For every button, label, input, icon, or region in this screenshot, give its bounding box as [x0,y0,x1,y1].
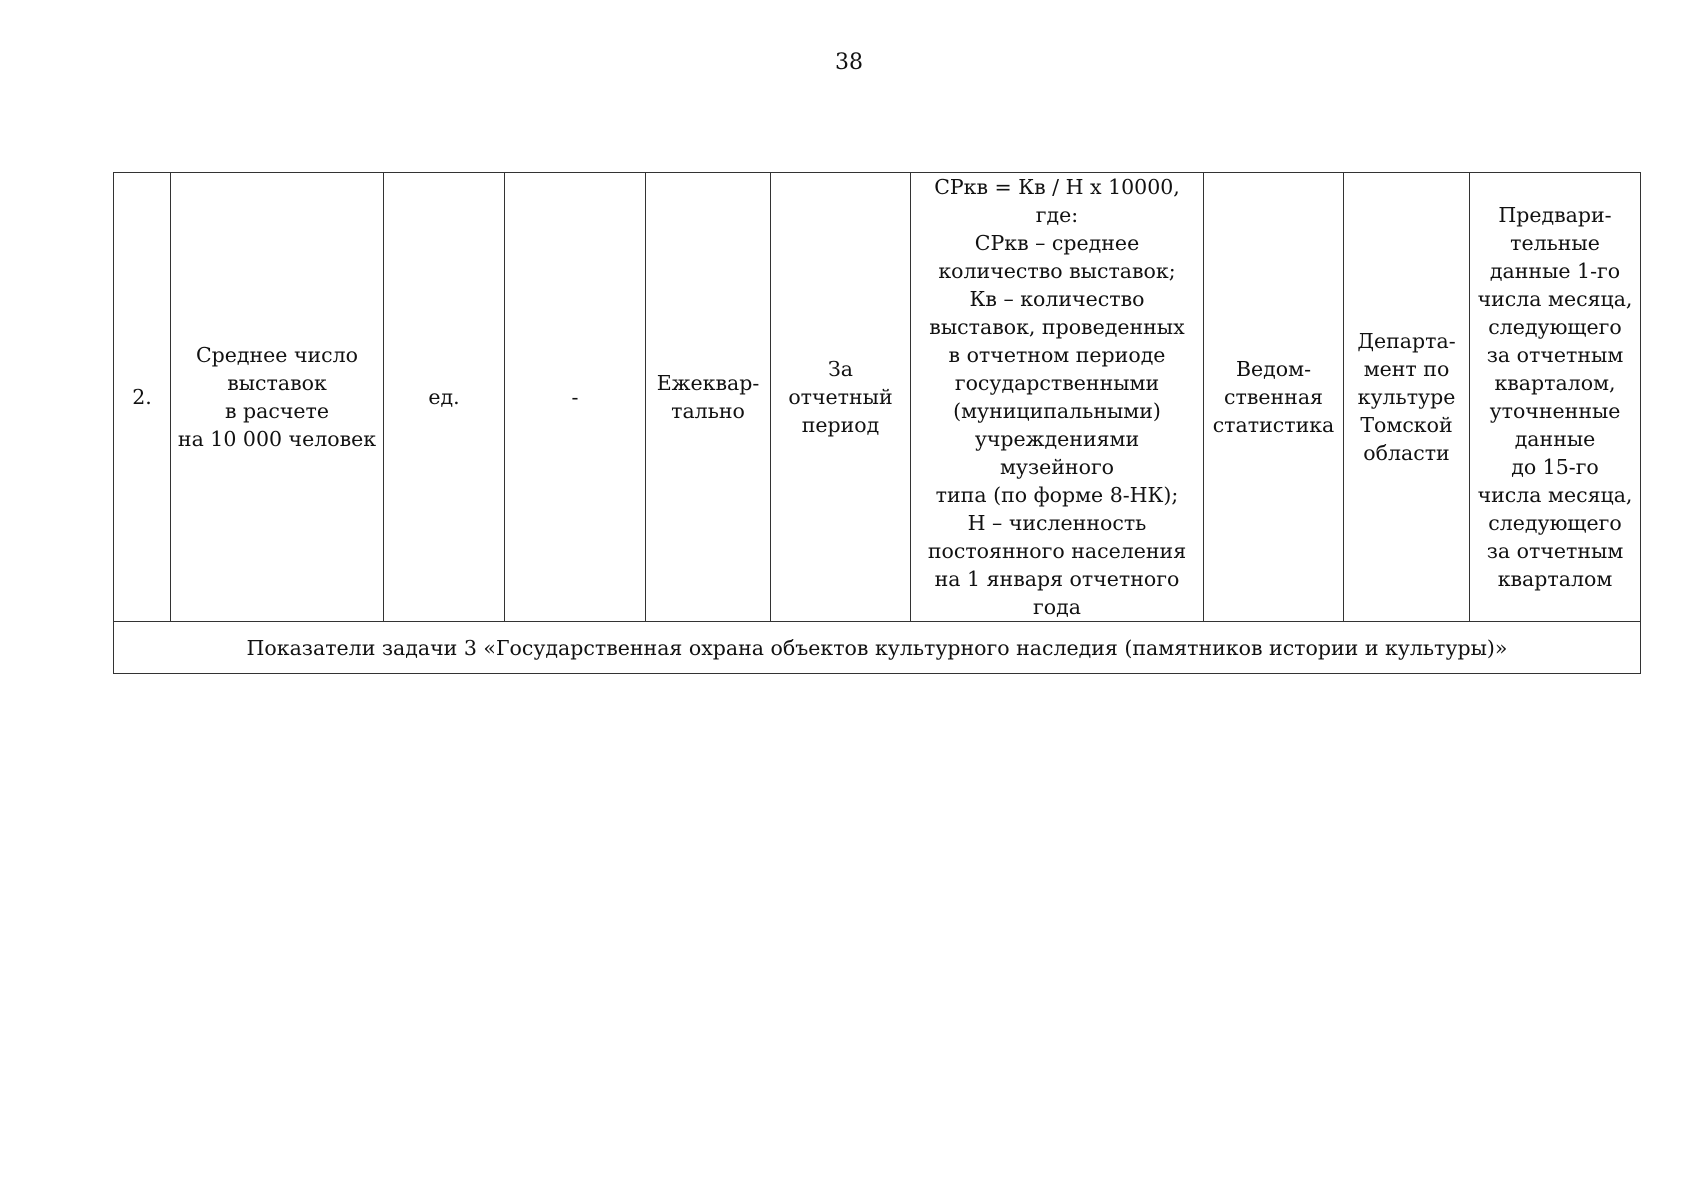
row-number-cell: 2. [114,173,171,622]
formula-line: СРкв – среднее [974,231,1140,255]
data-source-line: ственная [1224,385,1323,409]
formula-cell [911,173,1204,622]
unit-cell: ед. [384,173,505,622]
deadline-line: до 15-го [1511,455,1599,479]
formula-line: количество выставок; [938,259,1176,283]
responsible-line: Департа- [1357,329,1456,353]
periodicity-line: Ежеквар- [656,371,760,395]
formula-line: учреждениями музейного [974,427,1140,479]
responsible-line: Томской [1360,413,1453,437]
deadline-line: за отчетным [1486,539,1624,563]
formula-line: (муниципальными) [953,399,1161,423]
indicator-name-line: в расчете [224,399,330,423]
deadline-line: данные [1514,427,1596,451]
deadline-line: Предвари- [1498,203,1612,227]
time-characteristic-line: период [801,413,880,437]
deadline-line: за отчетным [1486,343,1624,367]
formula-line: постоянного населения [927,539,1187,563]
deadline-line: числа месяца, [1477,287,1633,311]
deadline-line: следующего [1488,315,1622,339]
periodicity-line: тально [671,399,745,423]
data-source-line: Ведом- [1235,357,1312,381]
formula-line: Н – численность [967,511,1147,535]
time-characteristic-line: За [828,357,853,381]
periodicity-cell [646,173,771,622]
responsible-cell [1344,173,1470,622]
responsible-line: области [1363,441,1450,465]
formula-line: Кв – количество [969,287,1145,311]
data-source-line: статистика [1212,413,1335,437]
deadline-line: кварталом [1497,567,1613,591]
deadline-line: уточненные [1489,399,1621,423]
deadline-line: следующего [1488,511,1622,535]
formula-line: года [1033,595,1081,619]
responsible-line: мент по [1363,357,1450,381]
table-row [114,173,1641,622]
indicator-name-line: Среднее число [195,343,359,367]
time-characteristic-line: отчетный [788,385,893,409]
data-source-cell [1204,173,1344,622]
deadline-line: тельные [1510,231,1600,255]
formula-line: на 1 января отчетного [934,567,1180,591]
deadline-cell [1470,173,1641,622]
indicator-name-cell [171,173,384,622]
formula-line: СРкв = Кв / Н х 10000, [934,175,1180,199]
indicator-table [113,172,1641,674]
formula-line: в отчетном периоде [948,343,1166,367]
formula-line: государственными [954,371,1160,395]
deadline-line: числа месяца, [1477,483,1633,507]
indicator-name-line: выставок [227,371,327,395]
page-number: 38 [835,50,863,75]
formula-line: типа (по форме 8-НК); [935,483,1179,507]
responsible-line: культуре [1357,385,1456,409]
section-heading: Показатели задачи 3 «Государственная охрана объектов культурного наследия (памятников истории и культуры)» [114,622,1641,674]
deadline-line: данные 1-го [1489,259,1621,283]
formula-line: где: [1035,203,1079,227]
time-characteristic-cell [771,173,911,622]
dash-cell: - [505,173,646,622]
section-heading-row [114,622,1641,674]
formula-line: выставок, проведенных [929,315,1185,339]
indicator-name-line: на 10 000 человек [177,427,377,451]
deadline-line: кварталом, [1494,371,1616,395]
